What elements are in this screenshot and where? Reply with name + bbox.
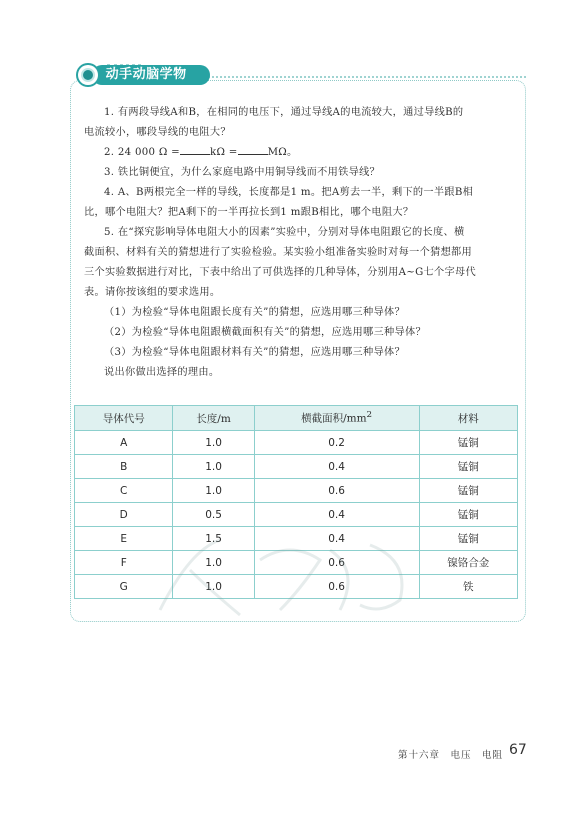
table-row [75,575,518,599]
cell-material: 锰铜 [419,431,517,455]
cell-material: 镍铬合金 [419,551,517,575]
question-5-sub-2: （2）为检验“导体电阻跟横截面积有关”的猜想，应选用哪三种导体？ [104,327,426,338]
question-1-line-1: 1. 有两段导线A和B，在相同的电压下，通过导线A的电流较大，通过导线B的 [104,107,464,118]
cell-length: 1.0 [173,455,254,479]
cell-code: D [75,503,173,527]
chapter-footer: 第十六章 电压 电阻 [398,750,504,761]
question-3: 3. 铁比铜便宜，为什么家庭电路中用铜导线而不用铁导线？ [104,167,381,178]
cell-material: 铁 [419,575,517,599]
cell-length: 1.5 [173,527,254,551]
cell-area: 0.4 [254,503,419,527]
conductor-table [74,405,518,599]
question-5-line-1: 5. 在“探究影响导体电阻大小的因素”实验中，分别对导体电阻跟它的长度、横 [104,227,465,238]
cell-area: 0.6 [254,479,419,503]
cell-code: B [75,455,173,479]
header-area-sup: 2 [366,410,373,421]
question-2-suffix: MΩ。 [267,147,298,158]
cell-area: 0.4 [254,527,419,551]
cell-length: 0.5 [173,503,254,527]
question-5-sub-3: （3）为检验“导体电阻跟材料有关”的猜想，应选用哪三种导体？ [104,347,405,358]
question-2-mid: kΩ = [209,147,238,158]
header-length: 长度/m [173,406,254,431]
cell-area: 0.6 [254,551,419,575]
question-5-line-2: 截面积、材料有关的猜想进行了实验检验。某实验小组准备实验时对每一个猜想都用 [84,247,473,258]
cell-area: 0.4 [254,455,419,479]
page-number: 67 [509,742,527,758]
question-2-prefix: 2. 24 000 Ω = [104,147,180,158]
section-badge [76,64,210,102]
cell-material: 锰铜 [419,455,517,479]
header-area [254,406,419,431]
cell-material: 锰铜 [419,527,517,551]
table-row [75,503,518,527]
header-area-label: 横截面积/mm [301,412,367,425]
answer-blank [238,144,268,155]
question-5-end: 说出你做出选择的理由。 [104,367,220,378]
target-icon [76,63,100,87]
cell-length: 1.0 [173,479,254,503]
cell-material: 锰铜 [419,503,517,527]
question-5-line-4: 表。请你按该组的要求选用。 [84,287,221,298]
table-row [75,551,518,575]
table-row [75,479,518,503]
question-5-sub-1: （1）为检验“导体电阻跟长度有关”的猜想，应选用哪三种导体？ [104,307,405,318]
cell-material: 锰铜 [419,479,517,503]
cell-code: F [75,551,173,575]
question-1-line-2: 电流较小，哪段导线的电阻大？ [84,127,231,138]
cell-length: 1.0 [173,551,254,575]
table-header-row [75,406,518,431]
cell-code: E [75,527,173,551]
answer-blank [180,144,210,155]
cell-code: A [75,431,173,455]
table-row [75,455,518,479]
cell-code: G [75,575,173,599]
question-4-line-2: 比，哪个电阻大？把A剩下的一半再拉长到1 m跟B相比，哪个电阻大？ [84,207,414,218]
exercise-content [84,103,526,383]
cell-code: C [75,479,173,503]
question-5-line-3: 三个实验数据进行对比，下表中给出了可供选择的几种导体，分别用A~G七个字母代 [84,267,476,278]
header-code: 导体代号 [75,406,173,431]
cell-length: 1.0 [173,575,254,599]
question-4-line-1: 4. A、B两根完全一样的导线，长度都是1 m。把A剪去一半，剩下的一半跟B相 [104,187,474,198]
question-2 [84,143,526,163]
table-row [75,431,518,455]
cell-area: 0.2 [254,431,419,455]
cell-length: 1.0 [173,431,254,455]
cell-area: 0.6 [254,575,419,599]
section-title: 动手动脑学物理 [92,65,210,85]
header-material: 材料 [419,406,517,431]
table-row [75,527,518,551]
